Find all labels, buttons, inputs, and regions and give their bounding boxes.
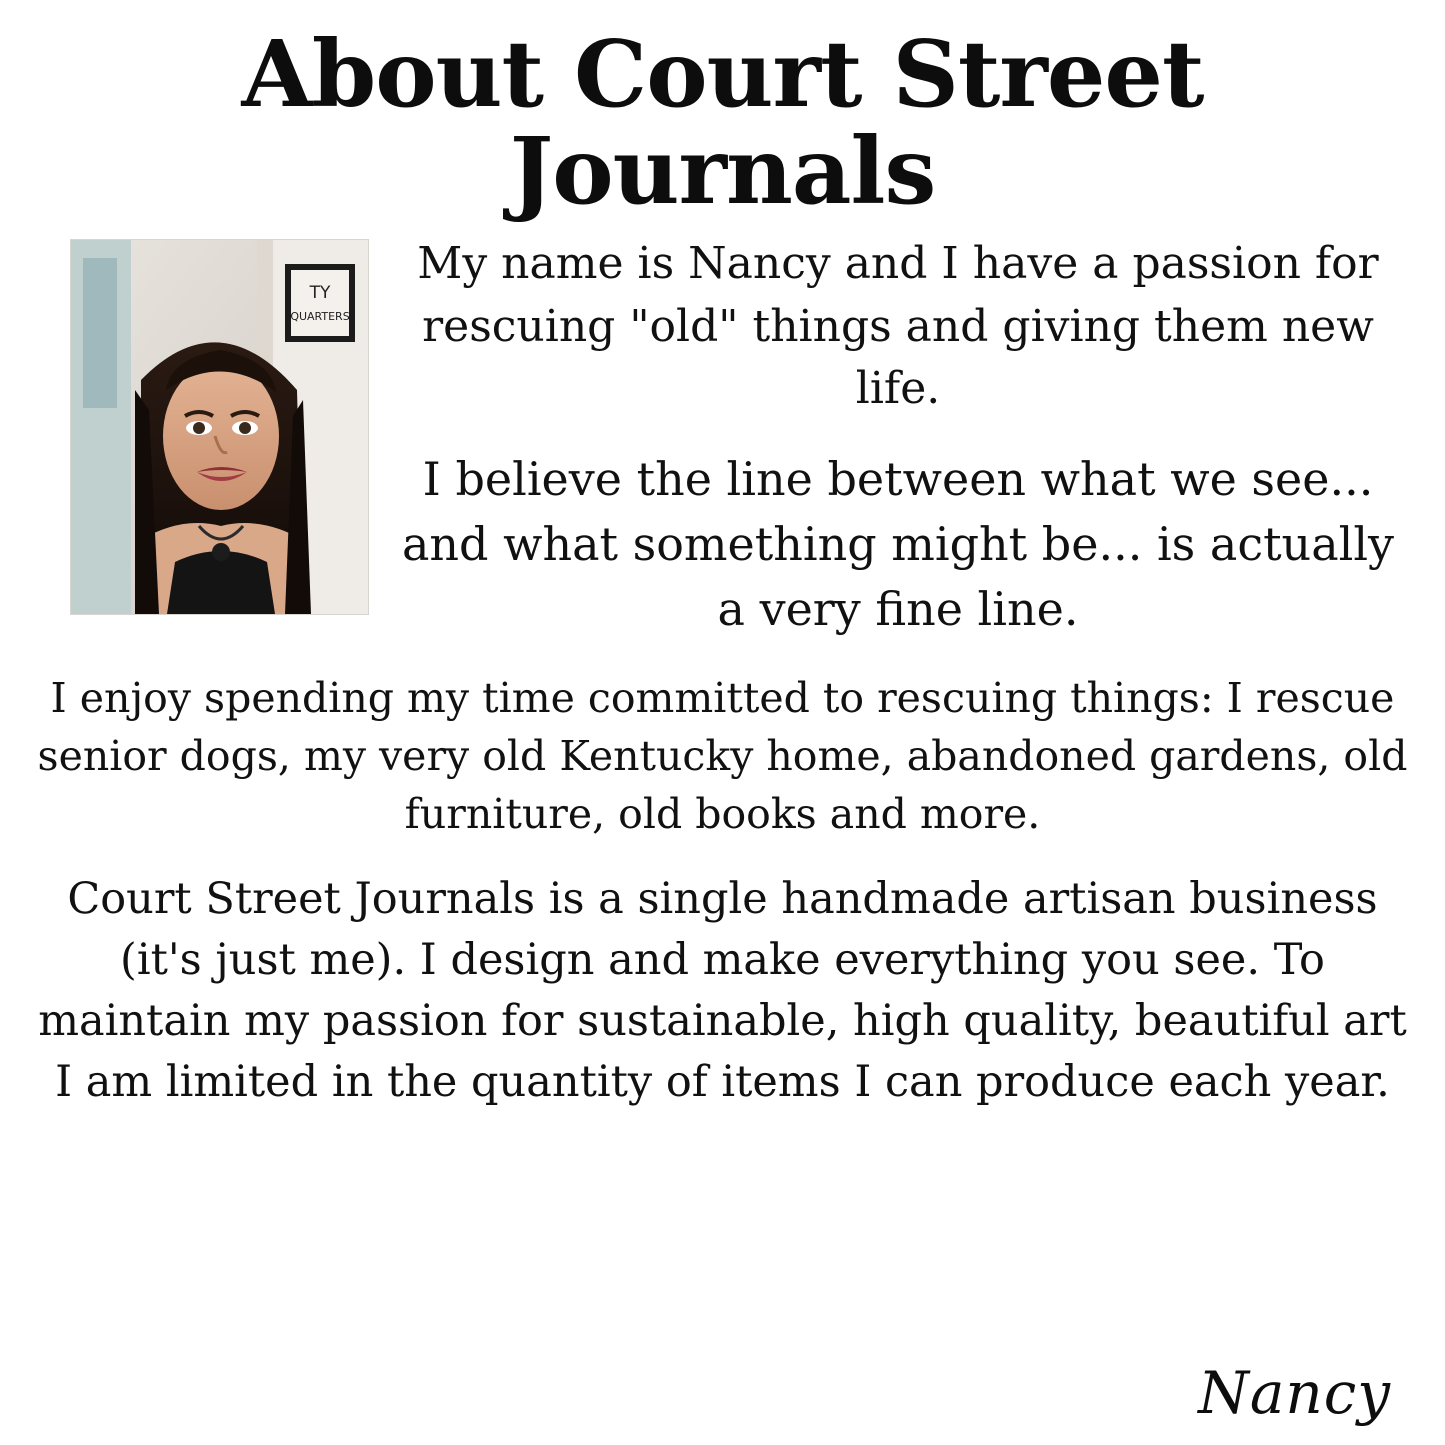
intro-text-block bbox=[395, 233, 1411, 668]
page-title: About Court Street Journals bbox=[241, 20, 1204, 225]
signature: Nancy bbox=[1198, 1359, 1391, 1427]
svg-text:TY: TY bbox=[309, 283, 331, 304]
paragraph-belief: I believe the line between what we see... and what something might be... is actually a very fine line. bbox=[401, 451, 1395, 637]
portrait-image bbox=[71, 240, 368, 614]
paragraph-rescuing: I enjoy spending my time committed to rescuing things: I rescue senior dogs, my very old Kentucky home, abandoned gardens, old furniture, old books and more. bbox=[37, 673, 1408, 838]
paragraph-intro: My name is Nancy and I have a passion for rescuing "old" things and giving them new life. bbox=[417, 238, 1379, 415]
svg-text:QUARTERS: QUARTERS bbox=[290, 310, 350, 324]
portrait-photo bbox=[70, 239, 369, 615]
intro-section bbox=[34, 233, 1411, 668]
paragraph-business: Court Street Journals is a single handmade artisan business (it's just me). I design and make everything you see. To maintain my passion for sustainable, high quality, beautiful art I am limited in the quantity of items I can produce each year. bbox=[38, 874, 1407, 1108]
